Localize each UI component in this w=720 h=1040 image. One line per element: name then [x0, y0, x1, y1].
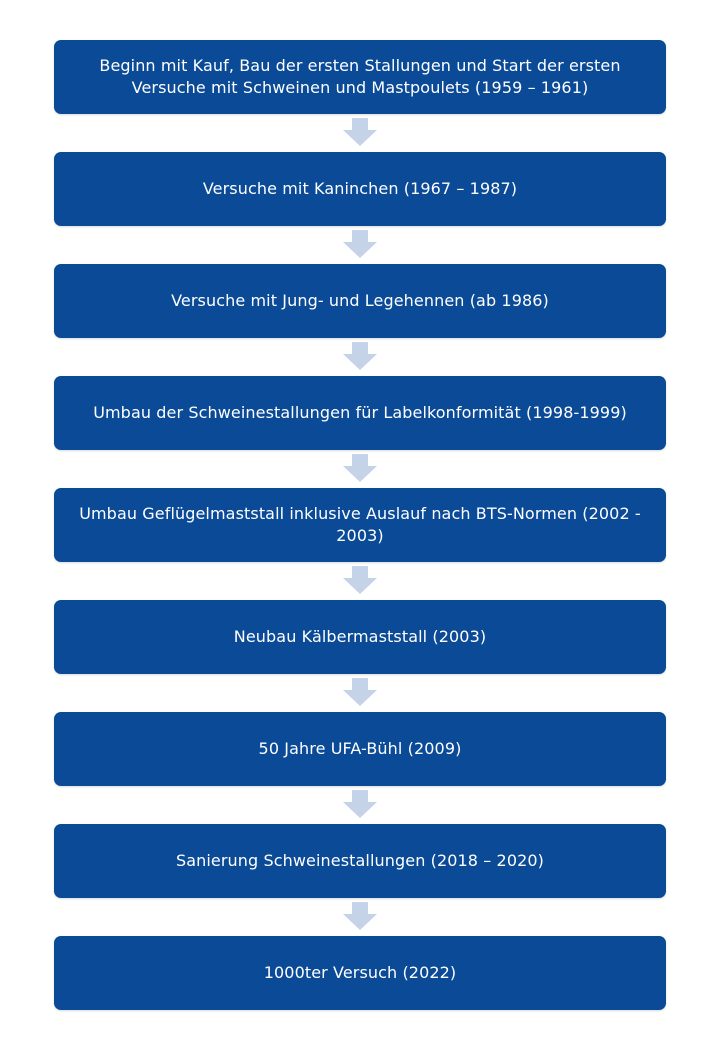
step-1-label: Beginn mit Kauf, Bau der ersten Stallungen und Start der ersten Versuche mit Schweinen und Mastpoulets (1959 – 1961): [99, 56, 621, 97]
step-2: [54, 152, 666, 226]
step-1: [54, 40, 666, 114]
down-arrow-icon: [343, 230, 377, 258]
down-arrow-icon: [343, 678, 377, 706]
step-5-label: Umbau Geflügelmaststall inklusive Auslauf nach BTS-Normen (2002 - 2003): [79, 504, 641, 545]
down-arrow-icon: [343, 342, 377, 370]
step-2-label: Versuche mit Kaninchen (1967 – 1987): [202, 179, 518, 198]
step-4: [54, 376, 666, 450]
down-arrow-icon: [343, 566, 377, 594]
step-4-label: Umbau der Schweinestallungen für Labelkonformität (1998-1999): [93, 403, 627, 422]
step-6: [54, 600, 666, 674]
step-5: [54, 488, 666, 562]
down-arrow-icon: [343, 454, 377, 482]
down-arrow-icon: [343, 118, 377, 146]
step-7: [54, 712, 666, 786]
step-6-label: Neubau Kälbermaststall (2003): [233, 627, 487, 646]
step-9: [54, 936, 666, 1010]
step-8-label: Sanierung Schweinestallungen (2018 – 2020): [175, 851, 545, 870]
down-arrow-icon: [343, 902, 377, 930]
down-arrow-icon: [343, 790, 377, 818]
step-3: [54, 264, 666, 338]
step-3-label: Versuche mit Jung- und Legehennen (ab 1986): [171, 291, 549, 310]
step-7-label: 50 Jahre UFA-Bühl (2009): [258, 739, 462, 758]
step-8: [54, 824, 666, 898]
step-9-label: 1000ter Versuch (2022): [263, 963, 457, 982]
